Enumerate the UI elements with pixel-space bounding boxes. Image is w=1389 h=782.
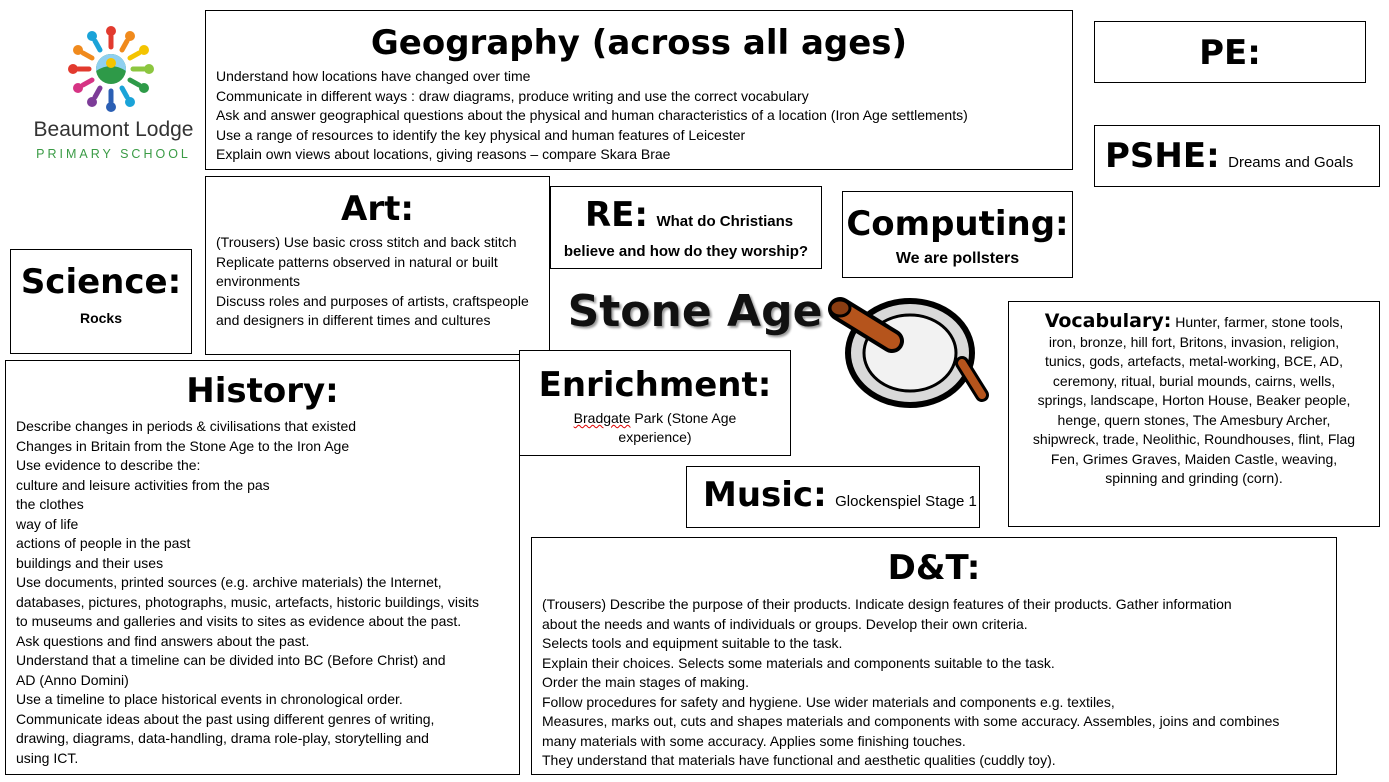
dt-box bbox=[531, 537, 1337, 775]
enrichment-text bbox=[520, 409, 790, 447]
computing-title: Computing: bbox=[846, 204, 1069, 244]
history-line: Communicate ideas about the past using different genres of writing, bbox=[16, 710, 435, 727]
history-line: drawing, diagrams, data-handling, drama role-play, storytelling and bbox=[16, 730, 429, 746]
pshe-title: PSHE: bbox=[1105, 136, 1220, 176]
dt-line: many materials with some accuracy. Applies some finishing touches. bbox=[542, 732, 966, 749]
dt-line: about the needs and wants of individuals or groups. Develop their own criteria. bbox=[542, 615, 1028, 632]
history-line: Use a timeline to place historical events in chronological order. bbox=[16, 691, 403, 707]
pshe-box bbox=[1094, 125, 1380, 187]
vocabulary-list bbox=[1009, 312, 1379, 489]
history-line: databases, pictures, photographs, music, artefacts, historic buildings, visits bbox=[16, 593, 479, 610]
art-line: (Trousers) Use basic cross stitch and back stitch bbox=[216, 234, 517, 250]
art-title: Art: bbox=[341, 189, 414, 229]
geography-line: Use a range of resources to identify the key physical and human features of Leicester bbox=[216, 126, 746, 143]
enrichment-title: Enrichment: bbox=[538, 365, 772, 405]
history-line: the clothes bbox=[16, 496, 84, 512]
science-text: Rocks bbox=[79, 310, 123, 326]
science-box bbox=[10, 249, 192, 354]
geography-line: Ask and answer geographical questions about the physical and human characteristics of a location (Iron Age settlements) bbox=[216, 107, 968, 123]
vocabulary-line bbox=[1009, 312, 1379, 333]
history-line: Understand that a timeline can be divided into BC (Before Christ) and bbox=[16, 652, 446, 668]
vocabulary-line-0: Hunter, farmer, stone tools, bbox=[1175, 314, 1344, 330]
art-line: Replicate patterns observed in natural or built environments bbox=[216, 253, 498, 289]
vocabulary-line: tunics, gods, artefacts, metal-working, BCE, AD, bbox=[1044, 353, 1343, 369]
enrichment-place: Bradgate bbox=[573, 410, 631, 426]
re-text-a: What do Christians bbox=[656, 213, 794, 230]
art-box bbox=[205, 176, 550, 355]
enrichment-box bbox=[519, 350, 791, 456]
re-text-b: believe and how do they worship? bbox=[563, 243, 809, 260]
dt-line: Follow procedures for safety and hygiene. Use wider materials and components e.g. textiles, bbox=[542, 693, 1115, 710]
vocabulary-line: springs, landscape, Horton House, Beaker people, bbox=[1037, 392, 1351, 408]
dt-line: Explain their choices. Selects some materials and components suitable to the task. bbox=[542, 654, 1055, 671]
geography-line: Explain own views about locations, giving reasons – compare Skara Brae bbox=[216, 146, 671, 162]
dt-line: Selects tools and equipment suitable to the task. bbox=[542, 635, 843, 651]
dt-list bbox=[532, 595, 1336, 771]
pe-box bbox=[1094, 21, 1366, 83]
history-title: History: bbox=[186, 371, 339, 411]
vocabulary-line: iron, bronze, hill fort, Britons, invasion, religion, bbox=[1048, 333, 1340, 350]
vocabulary-line: henge, quern stones, The Amesbury Archer, bbox=[1057, 411, 1331, 428]
pshe-content bbox=[1105, 136, 1353, 176]
school-subtitle: PRIMARY SCHOOL bbox=[36, 147, 191, 161]
music-box bbox=[686, 466, 980, 528]
computing-box bbox=[842, 191, 1073, 278]
music-title: Music: bbox=[703, 475, 827, 515]
dt-title: D&T: bbox=[887, 548, 981, 588]
vocabulary-box bbox=[1008, 301, 1380, 527]
music-text: Glockenspiel Stage 1 bbox=[835, 493, 977, 510]
geography-line: Understand how locations have changed over time bbox=[216, 68, 531, 84]
dt-line: They understand that materials have functional and aesthetic qualities (cuddly toy). bbox=[542, 752, 1056, 768]
history-line: using ICT. bbox=[16, 749, 79, 766]
vocabulary-line: Fen, Grimes Graves, Maiden Castle, weaving, bbox=[1050, 450, 1338, 467]
enrichment-text-b: Park (Stone Age bbox=[630, 410, 737, 426]
vocabulary-line: ceremony, ritual, burial mounds, cairns, wells, bbox=[1052, 372, 1336, 389]
vocabulary-title: Vocabulary: bbox=[1044, 310, 1172, 332]
school-name: Beaumont Lodge bbox=[33, 118, 194, 141]
history-line: actions of people in the past bbox=[16, 535, 191, 551]
re-box bbox=[550, 186, 822, 269]
history-line: Use documents, printed sources (e.g. archive materials) the Internet, bbox=[16, 574, 442, 590]
geography-list bbox=[206, 67, 1072, 165]
dt-line: (Trousers) Describe the purpose of their products. Indicate design features of their products. Gather information bbox=[542, 596, 1232, 612]
vocabulary-line: spinning and grinding (corn). bbox=[1105, 470, 1283, 486]
vocabulary-line: shipwreck, trade, Neolithic, Roundhouses, flint, Flag bbox=[1032, 431, 1356, 447]
computing-text: We are pollsters bbox=[895, 250, 1020, 267]
art-list bbox=[206, 233, 549, 331]
art-line: Discuss roles and purposes of artists, craftspeople and designers in different times and cultures bbox=[216, 292, 529, 328]
history-line: to museums and galleries and visits to sites as evidence about the past. bbox=[16, 613, 462, 629]
history-line: culture and leisure activities from the pas bbox=[16, 476, 270, 493]
history-line: Ask questions and find answers about the past. bbox=[16, 632, 310, 649]
dt-line: Measures, marks out, cuts and shapes materials and components with some accuracy. Assembles, joins and combines bbox=[542, 713, 1280, 729]
music-content bbox=[703, 475, 977, 515]
history-line: buildings and their uses bbox=[16, 554, 164, 571]
enrichment-text-c: experience) bbox=[618, 429, 692, 445]
re-line-1 bbox=[585, 195, 793, 235]
pe-title: PE: bbox=[1199, 33, 1261, 73]
geography-line: Communicate in different ways : draw diagrams, produce writing and use the correct vocabulary bbox=[216, 87, 809, 104]
history-line: way of life bbox=[16, 515, 79, 532]
quern-stone-icon bbox=[822, 283, 992, 413]
science-title: Science: bbox=[20, 262, 182, 302]
history-line: Use evidence to describe the: bbox=[16, 457, 201, 473]
history-box bbox=[5, 360, 520, 775]
logo-emblem-icon bbox=[20, 22, 205, 117]
history-line: AD (Anno Domini) bbox=[16, 671, 129, 688]
history-line: Changes in Britain from the Stone Age to the Iron Age bbox=[16, 437, 350, 454]
pshe-text: Dreams and Goals bbox=[1228, 154, 1354, 171]
geography-title: Geography (across all ages) bbox=[370, 23, 908, 63]
school-logo bbox=[20, 22, 205, 167]
history-list bbox=[6, 417, 519, 768]
history-line: Describe changes in periods & civilisations that existed bbox=[16, 418, 357, 434]
geography-box bbox=[205, 10, 1073, 170]
topic-title: Stone Age bbox=[567, 286, 823, 337]
dt-line: Order the main stages of making. bbox=[542, 674, 749, 690]
re-title: RE: bbox=[585, 195, 649, 235]
